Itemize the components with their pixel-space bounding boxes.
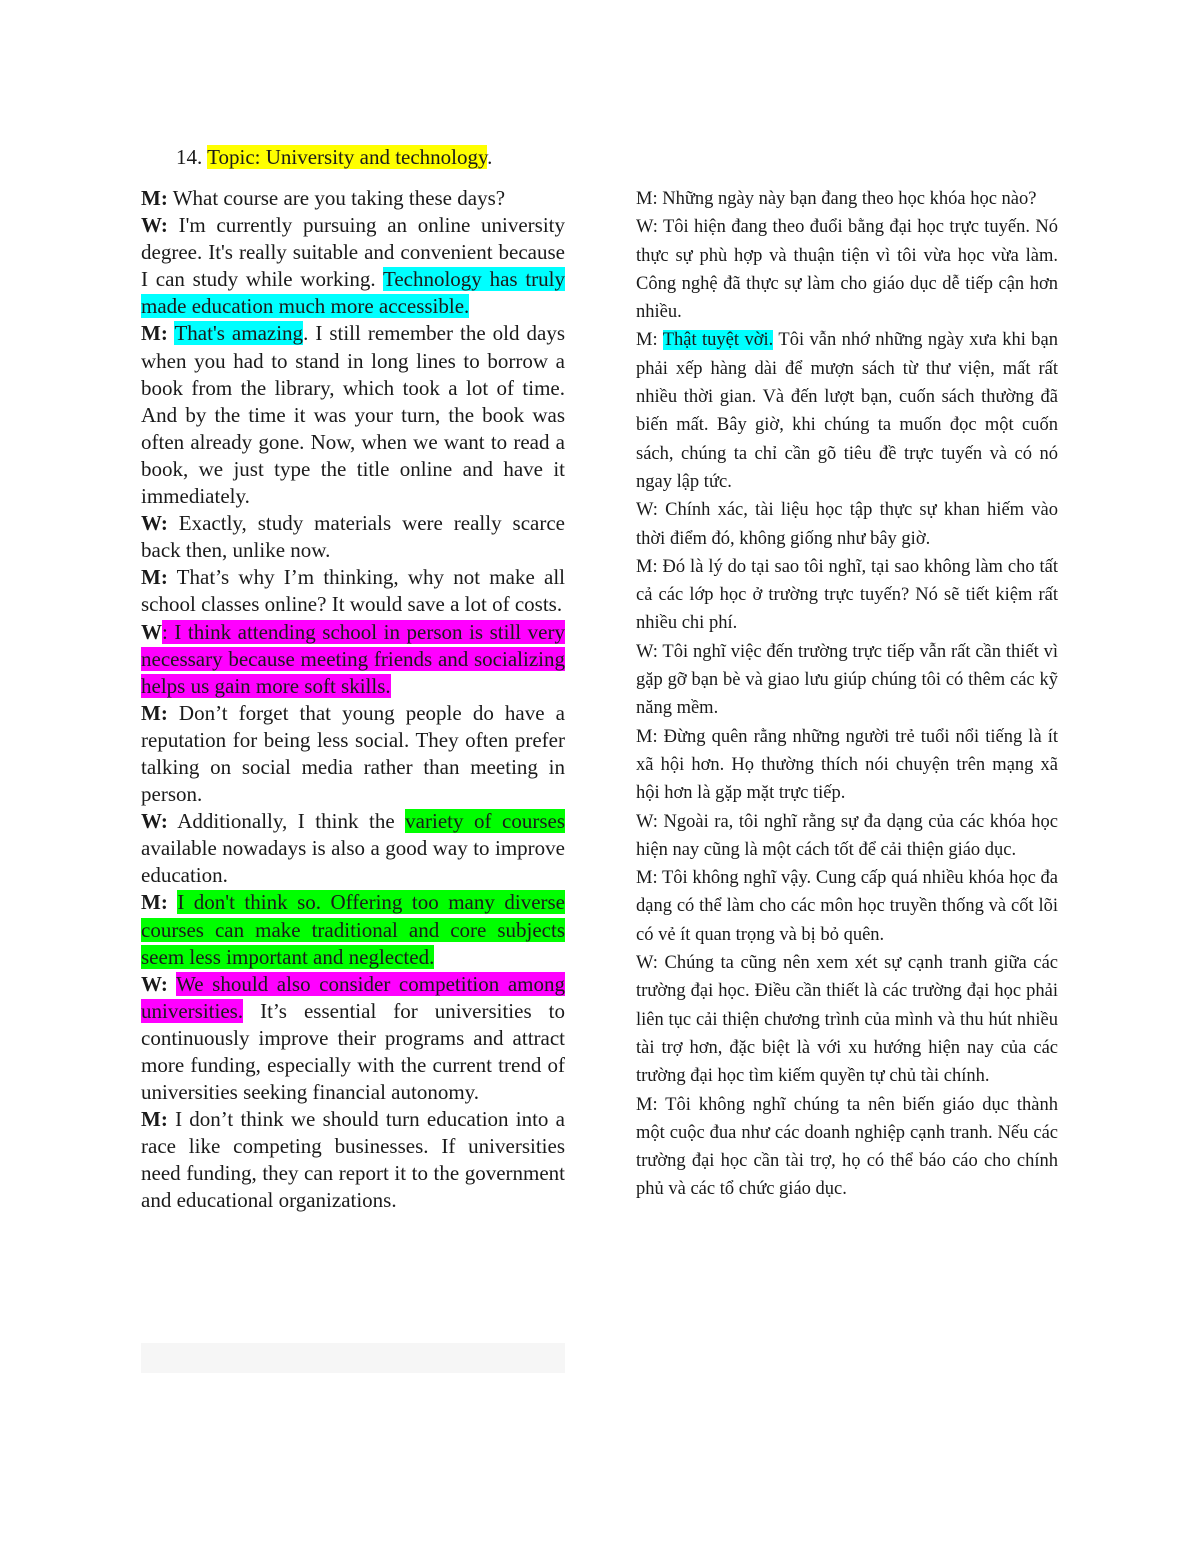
line-text: I don’t think we should turn education into a race like competing businesses. If universities need funding, they can report it to the government and educational organizations.	[141, 1107, 565, 1213]
highlighted-text: We should also consider competition among universities.	[141, 971, 566, 1023]
vietnamese-line	[636, 723, 1058, 808]
line-text: M: Tôi không nghĩ chúng ta nên biến giáo dục thành một cuộc đua như các doanh nghiệp cạnh tranh. Nếu các trường đại học cần tài trợ, họ có thể báo cáo cho chính phủ và các tổ chức giáo dục.	[636, 1094, 1058, 1200]
line-text: Exactly, study materials were really scarce back then, unlike now.	[141, 511, 565, 563]
line-text: That’s why I’m thinking, why not make all school classes online? It would save a lot of costs.	[141, 565, 565, 617]
page-shading	[141, 1343, 565, 1373]
english-line	[141, 808, 565, 889]
line-text: Tôi vẫn nhớ những ngày xưa khi bạn phải xếp hàng dài để mượn sách từ thư viện, mất rất nhiều thời gian. Và đến lượt bạn, cuốn sách thường đã biến mất. Bây giờ, khi chúng ta muốn đọc một cuốn sách, chúng ta chỉ cần gõ tiêu đề trực tuyến và có nó ngay lập tức.	[636, 330, 1058, 492]
line-text: M: Đừng quên rằng những người trẻ tuổi nổi tiếng là ít xã hội hơn. Họ thường thích nói chuyện trên mạng xã hội hơn là gặp mặt trực tiếp.	[636, 726, 1058, 804]
vietnamese-line	[636, 949, 1058, 1090]
highlighted-text: That's amazing	[174, 321, 304, 346]
line-text: W: Ngoài ra, tôi nghĩ rằng sự đa dạng của các khóa học hiện nay cũng là một cách tốt để cải thiện giáo dục.	[636, 811, 1058, 860]
speaker-label: M:	[141, 186, 168, 210]
speaker-label: M:	[141, 565, 168, 590]
highlighted-text: Thật tuyệt vời.	[662, 330, 774, 351]
vietnamese-line	[636, 496, 1058, 553]
speaker-label: W	[141, 619, 162, 644]
line-text: W: Chính xác, tài liệu học tập thực sự khan hiếm vào thời điểm đó, không giống như bây giờ.	[636, 500, 1058, 549]
english-dialogue	[141, 185, 565, 1215]
english-line	[141, 320, 565, 510]
english-line	[141, 212, 565, 320]
line-text: M: Những ngày này bạn đang theo học khóa học nào?	[636, 189, 1037, 209]
speaker-label: W:	[141, 213, 168, 238]
line-text: M:	[636, 330, 663, 351]
highlighted-text: : I think attending school in person is still very necessary because meeting friends and socializing helps us gain more soft skills.	[141, 619, 565, 698]
highlighted-text: Technology has truly made education much more accessible.	[141, 267, 565, 319]
topic-title	[176, 143, 492, 171]
vietnamese-line	[636, 1091, 1058, 1204]
line-text: W: Tôi nghĩ việc đến trường trực tiếp vẫn rất cần thiết vì gặp gỡ bạn bè và giao lưu giúp chúng tôi có thêm các kỹ năng mềm.	[636, 641, 1058, 719]
line-text: Don’t forget that young people do have a reputation for being less social. They often prefer talking on social media rather than meeting in person.	[141, 700, 565, 807]
line-text: M: Tôi không nghĩ vậy. Cung cấp quá nhiều khóa học đa dạng có thể làm cho các môn học truyền thống và cốt lõi có vẻ ít quan trọng và bị bỏ quên.	[636, 868, 1058, 945]
line-text: available nowadays is also a good way to improve education.	[141, 836, 565, 888]
speaker-label: W:	[141, 971, 168, 996]
english-line	[141, 185, 565, 212]
english-line	[141, 889, 565, 970]
vietnamese-line	[636, 553, 1058, 638]
topic-heading: Topic: University and technology	[207, 145, 488, 169]
vietnamese-line	[636, 864, 1058, 949]
vietnamese-line	[636, 808, 1058, 865]
speaker-label: W:	[141, 511, 168, 536]
line-text: What course are you taking these days?	[167, 186, 506, 210]
highlighted-text: I don't think so. Offering too many diverse courses can make traditional and core subjects seem less important and neglected.	[141, 890, 566, 969]
line-text: I'm currently pursuing an online university degree. It's really suitable and convenient because I can study while working.	[141, 213, 565, 292]
english-line	[141, 971, 565, 1106]
topic-period: .	[487, 145, 493, 169]
line-text: W: Chúng ta cũng nên xem xét sự cạnh tranh giữa các trường đại học. Điều cần thiết là các trường đại học phải liên tục cải thiện chương trình của mình và thu hút nhiều tài trợ hơn, đặc biệt là với xu hướng hiện nay của các trường đại học tìm kiếm quyền tự chủ tài chính.	[636, 953, 1058, 1087]
vietnamese-translation	[636, 185, 1058, 1204]
english-line	[141, 619, 565, 700]
english-line	[141, 510, 565, 564]
line-text: Additionally, I think the	[167, 809, 406, 834]
topic-number: 14.	[176, 145, 208, 169]
vietnamese-line	[636, 326, 1058, 496]
english-line	[141, 1106, 565, 1214]
highlighted-text: variety of courses	[405, 809, 565, 834]
line-text	[168, 890, 178, 914]
line-text: . I still remember the old days when you had to stand in long lines to borrow a book from the library, which took a lot of time. And by the time it was your turn, the book was often already gone. Now, when we want to read a book, we just type the title online and have it immediately.	[141, 321, 565, 509]
line-text: W: Tôi hiện đang theo đuổi bằng đại học trực tuyến. Nó thực sự phù hợp và thuận tiện vì tôi vừa học vừa làm. Công nghệ đã thực sự làm cho giáo dục dễ tiếp cận hơn nhiều.	[636, 217, 1058, 323]
speaker-label: M:	[141, 1107, 168, 1132]
english-line	[141, 564, 565, 618]
english-line	[141, 700, 565, 808]
vietnamese-line	[636, 213, 1058, 326]
vietnamese-line	[636, 638, 1058, 723]
speaker-label: M:	[141, 321, 168, 346]
speaker-label: M:	[141, 890, 168, 915]
line-text: It’s essential for universities to continuously improve their programs and attract more funding, especially with the current trend of universities seeking financial autonomy.	[141, 998, 565, 1105]
line-text	[168, 972, 176, 996]
vietnamese-line	[636, 185, 1058, 213]
line-text: M: Đó là lý do tại sao tôi nghĩ, tại sao không làm cho tất cả các lớp học ở trường trực tuyến? Nó sẽ tiết kiệm rất nhiều chi phí.	[636, 556, 1058, 634]
speaker-label: M:	[141, 700, 168, 725]
speaker-label: W:	[141, 809, 168, 834]
